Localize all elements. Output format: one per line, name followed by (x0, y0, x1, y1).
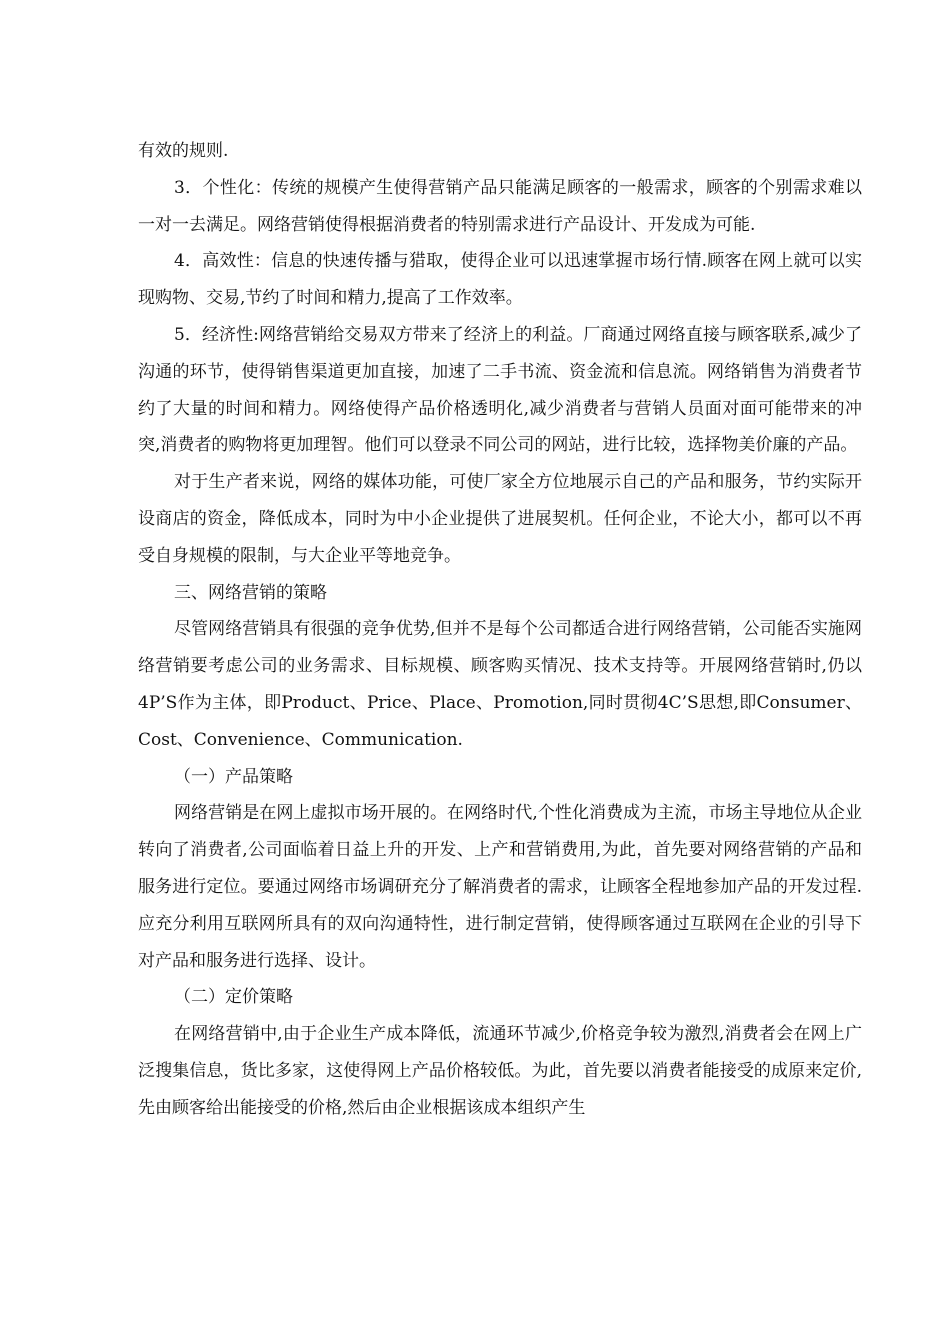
paragraph-product-strategy: 网络营销是在网上虚拟市场开展的。在网络时代,个性化消费成为主流，市场主导地位从企业转向了消费者,公司面临着日益上升的开发、上产和营销费用,为此，首先要对网络营销的产品和服务进行定位。要通过网络市场调研充分了解消费者的需求，让顾客全程地参加产品的开发过程.应充分利用互联网所具有的双向沟通特性，进行制定营销，使得顾客通过互联网在企业的引导下对产品和服务进行选择、设计。 (138, 803, 862, 971)
paragraph-strategy-intro: 尽管网络营销具有很强的竞争优势,但并不是每个公司都适合进行网络营销，公司能否实施网络营销要考虑公司的业务需求、目标规模、顾客购买情况、技术支持等。开展网络营销时,仍以4P’S作为主体，即Product、Price、Place、Promotion,同时贯彻4C’S思想,即Consumer、Cost、Convenience、Communication. (138, 619, 862, 750)
paragraph-continuation: 有效的规则. (138, 141, 229, 161)
paragraph-efficiency: 4．高效性：信息的快速传播与猎取，使得企业可以迅速掌握市场行情.顾客在网上就可以实现购物、交易,节约了时间和精力,提高了工作效率。 (138, 251, 862, 309)
paragraph-pricing-strategy: 在网络营销中,由于企业生产成本降低，流通环节减少,价格竞争较为激烈,消费者会在网上广泛搜集信息，货比多家，这使得网上产品价格较低。为此，首先要以消费者能接受的成原来定价,先由顾客给出能接受的价格,然后由企业根据该成本组织产生 (138, 1024, 862, 1118)
section-heading-strategy: 三、网络营销的策略 (174, 582, 327, 603)
subheading-pricing-strategy: （二）定价策略 (174, 987, 293, 1008)
paragraph-personalization: 3．个性化：传统的规模产生使得营销产品只能满足顾客的一般需求，顾客的个别需求难以一对一去满足。网络营销使得根据消费者的特别需求进行产品设计、开发成为可能. (138, 177, 862, 235)
subheading-product-strategy: （一）产品策略 (174, 766, 293, 787)
paragraph-producers: 对于生产者来说，网络的媒体功能，可使厂家全方位地展示自己的产品和服务，节约实际开设商店的资金，降低成本，同时为中小企业提供了进展契机。任何企业，不论大小，都可以不再受自身规模的限制，与大企业平等地竞争。 (138, 472, 862, 566)
document-body (138, 133, 862, 1127)
paragraph-economy: 5．经济性:网络营销给交易双方带来了经济上的利益。厂商通过网络直接与顾客联系,减少了沟通的环节，使得销售渠道更加直接，加速了二手书流、资金流和信息流。网络销售为消费者节约了大量的时间和精力。网络使得产品价格透明化,减少消费者与营销人员面对面可能带来的冲突,消费者的购物将更加理智。他们可以登录不同公司的网站，进行比较，选择物美价廉的产品。 (138, 324, 862, 456)
